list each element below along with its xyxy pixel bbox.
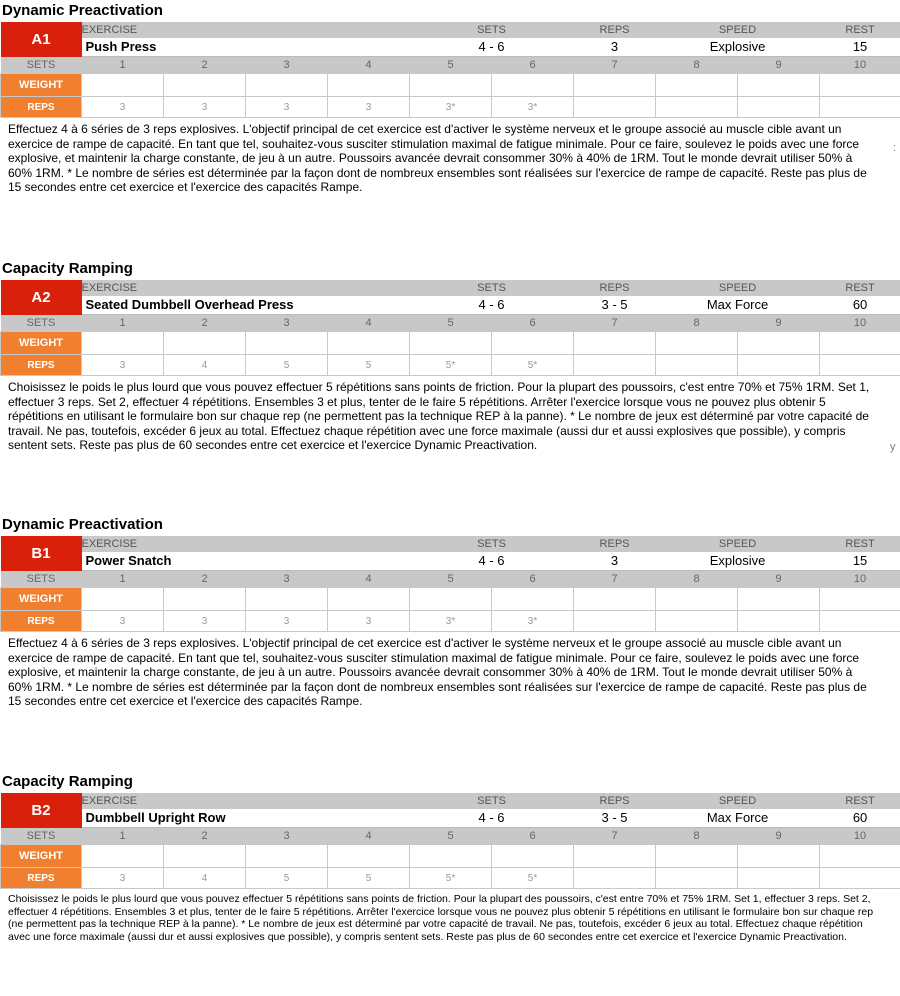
set-number: 6 (492, 315, 574, 332)
section-title: Capacity Ramping (2, 260, 133, 277)
weight-input-cell[interactable] (164, 74, 246, 97)
reps-value: 3 - 5 (574, 809, 656, 828)
reps-target-cell[interactable]: 3 (164, 97, 246, 118)
rest-header: REST (820, 793, 900, 809)
exercise-description: Choisissez le poids le plus lourd que vous pouvez effectuer 5 répétitions sans points de friction. Pour la plupart des poussoirs, c'est entre 70% et 75% 1RM. Set 1, effectuer 3 reps. Set 2, effectuer 4 répétitions. Ensembles 3 et plus, tenter de le faire 5 répétitions. Arrêter l'exercice lorsque vous ne pouvez plus obtenir 5 répétitions en utilisant le formulaire bon sur chaque rep (ne permettent pas la technique REP à la panne). * Le nombre de jeux est déterminé par votre capacité de travail. Ne pas, toutefois, excéder 6 jeux au total. Effectuez chaque répétition avec une force maximale (aussi dur et aussi explosives que possible), y compris sentent sets. Reste pas plus de 60 secondes entre cet exercice et l'exercice Dynamic Preactivation. (8, 380, 870, 452)
weight-input-cell[interactable] (82, 588, 164, 611)
weight-input-cell[interactable] (82, 74, 164, 97)
rest-value: 60 (820, 296, 900, 315)
exercise-code: A2 (1, 280, 82, 315)
reps-target-cell[interactable]: 3* (492, 611, 574, 632)
weight-input-cell[interactable] (656, 845, 738, 868)
workout-block-a2 (0, 258, 900, 453)
reps-row-label: REPS (1, 868, 82, 889)
set-number: 6 (492, 57, 574, 74)
reps-target-cell[interactable] (656, 97, 738, 118)
margin-mark: : (893, 142, 897, 154)
set-number: 10 (820, 57, 900, 74)
margin-mark: y (890, 441, 896, 453)
weight-input-cell[interactable] (492, 845, 574, 868)
exercise-table (0, 22, 900, 118)
sets-header: SETS (410, 536, 574, 552)
reps-target-cell[interactable]: 3 (82, 355, 164, 376)
weight-input-cell[interactable] (246, 332, 328, 355)
set-number: 3 (246, 315, 328, 332)
set-number: 5 (410, 828, 492, 845)
set-number: 2 (164, 571, 246, 588)
weight-input-cell[interactable] (410, 588, 492, 611)
reps-target-cell[interactable] (574, 868, 656, 889)
exercise-name: Push Press (82, 38, 410, 57)
exercise-name: Seated Dumbbell Overhead Press (82, 296, 410, 315)
exercise-code: B2 (1, 793, 82, 828)
reps-target-cell[interactable]: 3* (492, 97, 574, 118)
set-number: 8 (656, 57, 738, 74)
workout-block-b1 (0, 514, 900, 709)
rest-header: REST (820, 280, 900, 296)
reps-target-cell[interactable]: 5 (246, 868, 328, 889)
set-number: 8 (656, 828, 738, 845)
speed-value: Max Force (656, 809, 820, 828)
weight-row-label: WEIGHT (1, 74, 82, 97)
section-title: Capacity Ramping (2, 773, 133, 790)
reps-target-cell[interactable] (820, 97, 900, 118)
set-number: 4 (328, 571, 410, 588)
reps-target-cell[interactable]: 3 (82, 611, 164, 632)
reps-target-cell[interactable] (738, 97, 820, 118)
set-number: 7 (574, 57, 656, 74)
reps-target-cell[interactable]: 5* (410, 868, 492, 889)
set-number: 10 (820, 828, 900, 845)
weight-input-cell[interactable] (574, 845, 656, 868)
set-number: 8 (656, 571, 738, 588)
reps-value: 3 (574, 38, 656, 57)
reps-target-cell[interactable]: 3* (410, 97, 492, 118)
set-number: 6 (492, 571, 574, 588)
set-number: 4 (328, 57, 410, 74)
exercise-description: Choisissez le poids le plus lourd que vous pouvez effectuer 5 répétitions sans points de friction. Pour la plupart des poussoirs, c'est entre 70% et 75% 1RM. Set 1, effectuer 3 reps. Set 2, effectuer 4 répétitions. Ensembles 3 et plus, tenter de le faire 5 répétitions. Arrêter l'exercice lorsque vous ne pouvez plus obtenir 5 répétitions en utilisant le formulaire bon sur chaque rep (ne permettent pas la technique REP à la panne). * Le nombre de jeux est déterminé par votre capacité de travail. Ne pas, toutefois, excéder 6 jeux au total. Effectuez chaque répétition avec une force maximale (aussi dur et aussi explosives que possible), y compris sentent sets. Reste pas plus de 60 secondes entre cet exercice et l'exercice Dynamic Preactivation. (8, 893, 874, 943)
reps-target-cell[interactable]: 5* (492, 868, 574, 889)
sets-header: SETS (410, 280, 574, 296)
sets-row-label: SETS (1, 571, 82, 588)
weight-input-cell[interactable] (574, 588, 656, 611)
reps-target-cell[interactable]: 4 (164, 868, 246, 889)
set-number: 5 (410, 57, 492, 74)
exercise-header: EXERCISE (82, 280, 410, 296)
reps-target-cell[interactable] (574, 355, 656, 376)
set-number: 5 (410, 315, 492, 332)
reps-target-cell[interactable]: 5 (328, 355, 410, 376)
speed-value: Explosive (656, 38, 820, 57)
weight-input-cell[interactable] (656, 74, 738, 97)
speed-header: SPEED (656, 536, 820, 552)
reps-header: REPS (574, 536, 656, 552)
sets-row-label: SETS (1, 828, 82, 845)
weight-input-cell[interactable] (656, 332, 738, 355)
reps-row-label: REPS (1, 611, 82, 632)
weight-input-cell[interactable] (820, 845, 900, 868)
exercise-table (0, 280, 900, 376)
weight-input-cell[interactable] (246, 74, 328, 97)
sets-value: 4 - 6 (410, 552, 574, 571)
speed-header: SPEED (656, 793, 820, 809)
reps-target-cell[interactable] (820, 868, 900, 889)
exercise-code: B1 (1, 536, 82, 571)
weight-input-cell[interactable] (492, 332, 574, 355)
set-number: 5 (410, 571, 492, 588)
workout-block-a1 (0, 0, 900, 195)
reps-header: REPS (574, 793, 656, 809)
reps-target-cell[interactable]: 3 (328, 97, 410, 118)
reps-target-cell[interactable] (738, 611, 820, 632)
weight-input-cell[interactable] (82, 332, 164, 355)
set-number: 3 (246, 828, 328, 845)
reps-target-cell[interactable]: 3 (82, 97, 164, 118)
exercise-header: EXERCISE (82, 536, 410, 552)
reps-target-cell[interactable]: 3 (164, 611, 246, 632)
set-number: 9 (738, 828, 820, 845)
weight-input-cell[interactable] (820, 332, 900, 355)
reps-target-cell[interactable] (820, 611, 900, 632)
weight-input-cell[interactable] (492, 588, 574, 611)
sets-row-label: SETS (1, 57, 82, 74)
weight-input-cell[interactable] (246, 845, 328, 868)
set-number: 8 (656, 315, 738, 332)
reps-target-cell[interactable]: 4 (164, 355, 246, 376)
set-number: 4 (328, 315, 410, 332)
set-number: 3 (246, 57, 328, 74)
exercise-table (0, 793, 900, 889)
exercise-header: EXERCISE (82, 22, 410, 38)
weight-input-cell[interactable] (738, 74, 820, 97)
reps-header: REPS (574, 22, 656, 38)
set-number: 1 (82, 57, 164, 74)
sets-header: SETS (410, 22, 574, 38)
weight-input-cell[interactable] (328, 332, 410, 355)
weight-row-label: WEIGHT (1, 845, 82, 868)
exercise-header: EXERCISE (82, 793, 410, 809)
reps-value: 3 - 5 (574, 296, 656, 315)
reps-target-cell[interactable] (656, 611, 738, 632)
weight-input-cell[interactable] (410, 74, 492, 97)
weight-input-cell[interactable] (82, 845, 164, 868)
reps-target-cell[interactable]: 3 (246, 97, 328, 118)
weight-input-cell[interactable] (820, 74, 900, 97)
reps-target-cell[interactable]: 3* (410, 611, 492, 632)
exercise-description: Effectuez 4 à 6 séries de 3 reps explosives. L'objectif principal de cet exercice est d'activer le système nerveux et le groupe associé au muscle cible avant un exercice de rampe de capacité. En tant que tel, souhaitez-vous susciter stimulation maximal de fatigue minimale. Pour ce faire, soulevez le poids avec une force explosive, et maintenir la charge constante, de jeu à un autre. Poussoirs avancée devrait consommer 30% à 40% de 1RM. Tout le monde devrait utiliser 50% à 60% 1RM. * Le nombre de séries est déterminée par la façon dont de nombreux ensembles sont réalisées sur l'exercice de rampe de capacité. Reste pas plus de 15 secondes entre cet exercice et l'exercice des capacités Rampe. (8, 122, 867, 194)
weight-row-label: WEIGHT (1, 332, 82, 355)
exercise-code: A1 (1, 22, 82, 57)
reps-value: 3 (574, 552, 656, 571)
set-number: 6 (492, 828, 574, 845)
set-number: 2 (164, 315, 246, 332)
set-number: 3 (246, 571, 328, 588)
set-number: 7 (574, 315, 656, 332)
weight-input-cell[interactable] (410, 845, 492, 868)
reps-target-cell[interactable]: 5* (410, 355, 492, 376)
reps-target-cell[interactable]: 5 (328, 868, 410, 889)
sets-row-label: SETS (1, 315, 82, 332)
weight-input-cell[interactable] (246, 588, 328, 611)
weight-input-cell[interactable] (328, 845, 410, 868)
weight-input-cell[interactable] (738, 845, 820, 868)
reps-target-cell[interactable]: 5 (246, 355, 328, 376)
section-title: Dynamic Preactivation (2, 2, 163, 19)
weight-input-cell[interactable] (656, 588, 738, 611)
reps-header: REPS (574, 280, 656, 296)
exercise-table (0, 536, 900, 632)
set-number: 1 (82, 828, 164, 845)
reps-target-cell[interactable] (656, 868, 738, 889)
exercise-name: Power Snatch (82, 552, 410, 571)
set-number: 10 (820, 571, 900, 588)
section-title: Dynamic Preactivation (2, 516, 163, 533)
set-number: 1 (82, 315, 164, 332)
weight-input-cell[interactable] (574, 332, 656, 355)
exercise-name: Dumbbell Upright Row (82, 809, 410, 828)
weight-input-cell[interactable] (164, 845, 246, 868)
weight-input-cell[interactable] (738, 588, 820, 611)
reps-row-label: REPS (1, 355, 82, 376)
set-number: 9 (738, 571, 820, 588)
reps-target-cell[interactable] (574, 611, 656, 632)
weight-row-label: WEIGHT (1, 588, 82, 611)
rest-value: 15 (820, 38, 900, 57)
speed-header: SPEED (656, 22, 820, 38)
set-number: 10 (820, 315, 900, 332)
speed-value: Explosive (656, 552, 820, 571)
reps-target-cell[interactable] (574, 97, 656, 118)
reps-target-cell[interactable]: 3 (82, 868, 164, 889)
reps-target-cell[interactable] (738, 868, 820, 889)
weight-input-cell[interactable] (328, 588, 410, 611)
exercise-description: Effectuez 4 à 6 séries de 3 reps explosives. L'objectif principal de cet exercice est d'activer le système nerveux et le groupe associé au muscle cible avant un exercice de rampe de capacité. En tant que tel, souhaitez-vous susciter stimulation maximal de fatigue minimale. Pour ce faire, soulevez le poids avec une force explosive, et maintenir la charge constante, de jeu à un autre. Poussoirs avancée devrait consommer 30% à 40% de 1RM. Tout le monde devrait utiliser 50% à 60% 1RM. * Le nombre de séries est déterminée par la façon dont de nombreux ensembles sont réalisées sur l'exercice de rampe de capacité. Reste pas plus de 15 secondes entre cet exercice et l'exercice des capacités Rampe. (8, 636, 867, 708)
set-number: 7 (574, 828, 656, 845)
sets-value: 4 - 6 (410, 809, 574, 828)
speed-value: Max Force (656, 296, 820, 315)
set-number: 1 (82, 571, 164, 588)
rest-header: REST (820, 536, 900, 552)
set-number: 4 (328, 828, 410, 845)
sets-header: SETS (410, 793, 574, 809)
sets-value: 4 - 6 (410, 296, 574, 315)
reps-target-cell[interactable] (820, 355, 900, 376)
reps-row-label: REPS (1, 97, 82, 118)
set-number: 9 (738, 315, 820, 332)
speed-header: SPEED (656, 280, 820, 296)
rest-value: 15 (820, 552, 900, 571)
weight-input-cell[interactable] (738, 332, 820, 355)
weight-input-cell[interactable] (492, 74, 574, 97)
set-number: 9 (738, 57, 820, 74)
weight-input-cell[interactable] (328, 74, 410, 97)
weight-input-cell[interactable] (410, 332, 492, 355)
rest-value: 60 (820, 809, 900, 828)
weight-input-cell[interactable] (164, 588, 246, 611)
set-number: 7 (574, 571, 656, 588)
rest-header: REST (820, 22, 900, 38)
reps-target-cell[interactable] (656, 355, 738, 376)
reps-target-cell[interactable]: 3 (328, 611, 410, 632)
reps-target-cell[interactable]: 3 (246, 611, 328, 632)
reps-target-cell[interactable] (738, 355, 820, 376)
set-number: 2 (164, 57, 246, 74)
weight-input-cell[interactable] (820, 588, 900, 611)
weight-input-cell[interactable] (574, 74, 656, 97)
reps-target-cell[interactable]: 5* (492, 355, 574, 376)
sets-value: 4 - 6 (410, 38, 574, 57)
weight-input-cell[interactable] (164, 332, 246, 355)
workout-block-b2 (0, 771, 900, 943)
set-number: 2 (164, 828, 246, 845)
